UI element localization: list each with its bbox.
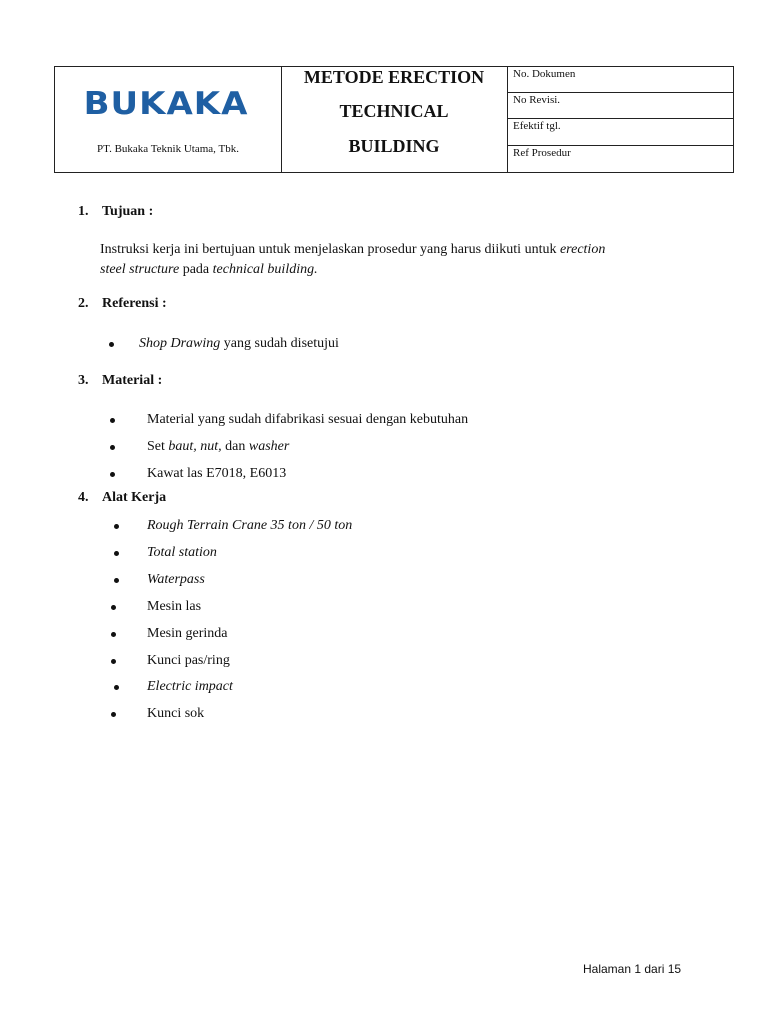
referensi-item: Shop Drawing yang sudah disetujui — [139, 335, 339, 353]
alat-item: Waterpass — [147, 571, 205, 589]
title-line-1: METODE ERECTION — [303, 67, 485, 87]
bullet-icon — [114, 524, 119, 529]
bullet-icon — [109, 342, 114, 347]
alat-item: Mesin las — [147, 598, 201, 616]
bullet-icon — [110, 418, 115, 423]
bullet-icon — [110, 472, 115, 477]
bullet-icon — [114, 551, 119, 556]
meta-no-revisi: No Revisi. — [508, 93, 733, 119]
bullet-icon — [114, 685, 119, 690]
bullet-icon — [111, 659, 116, 664]
bullet-icon — [111, 712, 116, 717]
alat-item: Rough Terrain Crane 35 ton / 50 ton — [147, 517, 352, 535]
material-item: Set baut, nut, dan washer — [147, 438, 289, 456]
company-name: PT. Bukaka Teknik Utama, Tbk. — [97, 143, 239, 155]
title-line-2: TECHNICAL — [339, 101, 449, 121]
alat-item: Mesin gerinda — [147, 625, 227, 643]
material-item: Kawat las E7018, E6013 — [147, 465, 286, 483]
company-logo-text: BUKAKA — [83, 85, 249, 123]
alat-item: Total station — [147, 544, 217, 562]
title-line-3: BUILDING — [348, 136, 440, 156]
company-logo — [83, 85, 249, 123]
meta-ref-prosedur: Ref Prosedur — [513, 147, 571, 159]
meta-efektif-tgl: Efektif tgl. — [508, 119, 733, 146]
bullet-icon — [111, 605, 116, 610]
material-item: Material yang sudah difabrikasi sesuai dengan kebutuhan — [147, 411, 468, 429]
section-referensi-heading: 2. Referensi : — [78, 296, 167, 311]
tujuan-paragraph: Instruksi kerja ini bertujuan untuk menjelaskan prosedur yang harus diikuti untuk erection steel structure pada technical building. — [100, 242, 606, 277]
header-logo-cell — [55, 67, 282, 172]
bullet-icon — [114, 578, 119, 583]
page-number: Halaman 1 dari 15 — [583, 962, 682, 976]
header-title-cell — [281, 67, 508, 172]
header-meta-cell — [508, 67, 733, 172]
document-header-table — [54, 66, 734, 173]
meta-no-dokumen: No. Dokumen — [508, 67, 733, 93]
alat-item: Kunci pas/ring — [147, 652, 230, 670]
section-tujuan-heading: 1. Tujuan : — [78, 204, 154, 219]
bullet-icon — [110, 445, 115, 450]
alat-item: Kunci sok — [147, 705, 204, 723]
section-alat-kerja-heading: 4. Alat Kerja — [78, 490, 167, 505]
alat-item: Electric impact — [147, 678, 233, 696]
section-material-heading: 3. Material : — [78, 373, 163, 388]
bullet-icon — [111, 632, 116, 637]
